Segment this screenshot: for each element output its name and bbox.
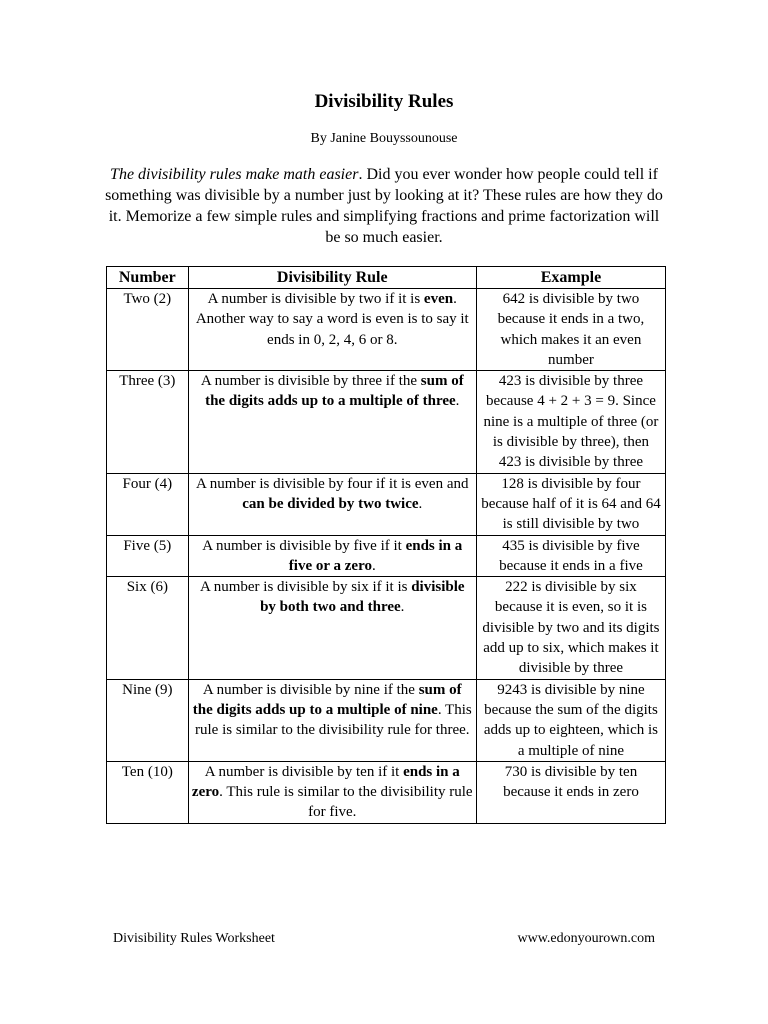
table-row <box>107 289 666 371</box>
page-title: Divisibility Rules <box>314 91 454 112</box>
cell-example: 435 is divisible by five because it ends in a five <box>476 535 665 577</box>
cell-rule <box>188 473 476 535</box>
rule-text: . <box>418 495 423 512</box>
rule-key-phrase: divisible by both two and three <box>260 579 465 616</box>
rule-text: . <box>455 393 460 410</box>
cell-rule <box>188 577 476 679</box>
rule-text: A number is divisible by nine if the <box>202 681 419 698</box>
footer-url: www.edonyourown.com <box>517 931 655 946</box>
rule-key-phrase: sum of the digits adds up to a multiple of nine <box>192 681 462 718</box>
cell-rule <box>188 679 476 761</box>
cell-example: 730 is divisible by ten because it ends in zero <box>476 761 665 823</box>
rule-key-phrase: ends in a five or a zero <box>288 537 463 574</box>
header-example: Example <box>476 267 665 289</box>
rule-text: . This rule is similar to the divisibility rule for three. <box>195 701 472 739</box>
rule-key-phrase: sum of the digits adds up to a multiple of three <box>205 373 464 410</box>
table-row <box>107 473 666 535</box>
cell-rule <box>188 371 476 473</box>
cell-rule <box>188 289 476 371</box>
intro-emphasis: The divisibility rules make math easier <box>110 166 359 183</box>
table-row <box>107 679 666 761</box>
author-byline: By Janine Bouyssounouse <box>310 131 458 146</box>
cell-number: Ten (10) <box>107 761 189 823</box>
cell-example: 423 is divisible by three because 4 + 2 + 3 = 9. Since nine is a multiple of three (or is divisible by three), then 423 is divisible by three <box>476 371 665 473</box>
cell-number: Nine (9) <box>107 679 189 761</box>
rule-key-phrase: even <box>423 291 454 307</box>
cell-rule <box>188 535 476 577</box>
header-number: Number <box>107 267 189 289</box>
table-body <box>107 289 666 824</box>
table-row <box>107 535 666 577</box>
rule-text: . <box>371 557 376 574</box>
rule-key-phrase: ends in a zero <box>191 763 460 801</box>
table-row <box>107 577 666 679</box>
intro-text: . Did you ever wonder how people could tell if something was divisible by a number just by looking at it? These rules are how they do it. Memorize a few simple rules and simplifying fractions and prime factorization will be so much easier. <box>105 166 663 246</box>
cell-example: 128 is divisible by four because half of it is 64 and 64 is still divisible by two <box>476 473 665 535</box>
intro-paragraph <box>100 164 668 248</box>
cell-example: 9243 is divisible by nine because the sum of the digits adds up to eighteen, which is a multiple of nine <box>476 679 665 761</box>
cell-example: 642 is divisible by two because it ends in a two, which makes it an even number <box>476 289 665 371</box>
rule-text: . <box>400 599 405 616</box>
rule-text: A number is divisible by six if it is <box>199 579 412 596</box>
cell-number: Five (5) <box>107 535 189 577</box>
rule-text: A number is divisible by four if it is even and <box>196 475 469 492</box>
cell-number: Three (3) <box>107 371 189 473</box>
cell-number: Six (6) <box>107 577 189 679</box>
rule-text: A number is divisible by two if it is <box>207 291 424 307</box>
rule-text: A number is divisible by ten if it <box>204 763 404 780</box>
cell-number: Two (2) <box>107 289 189 371</box>
rule-text: A number is divisible by five if it <box>202 537 406 554</box>
rule-text: . Another way to say a word is even is to say it ends in 0, 2, 4, 6 or 8. <box>195 291 469 348</box>
footer-title: Divisibility Rules Worksheet <box>113 931 275 946</box>
cell-number: Four (4) <box>107 473 189 535</box>
rule-text: A number is divisible by three if the <box>200 373 421 390</box>
rule-key-phrase: can be divided by two twice <box>242 495 419 512</box>
cell-rule <box>188 761 476 823</box>
table-row <box>107 761 666 823</box>
divisibility-rules-table <box>106 266 666 824</box>
header-rule: Divisibility Rule <box>188 267 476 289</box>
table-header-row <box>107 267 666 289</box>
rule-text: . This rule is similar to the divisibility rule for five. <box>219 784 473 821</box>
cell-example: 222 is divisible by six because it is even, so it is divisible by two and its digits add up to six, which makes it divisible by three <box>476 577 665 679</box>
table-row <box>107 371 666 473</box>
